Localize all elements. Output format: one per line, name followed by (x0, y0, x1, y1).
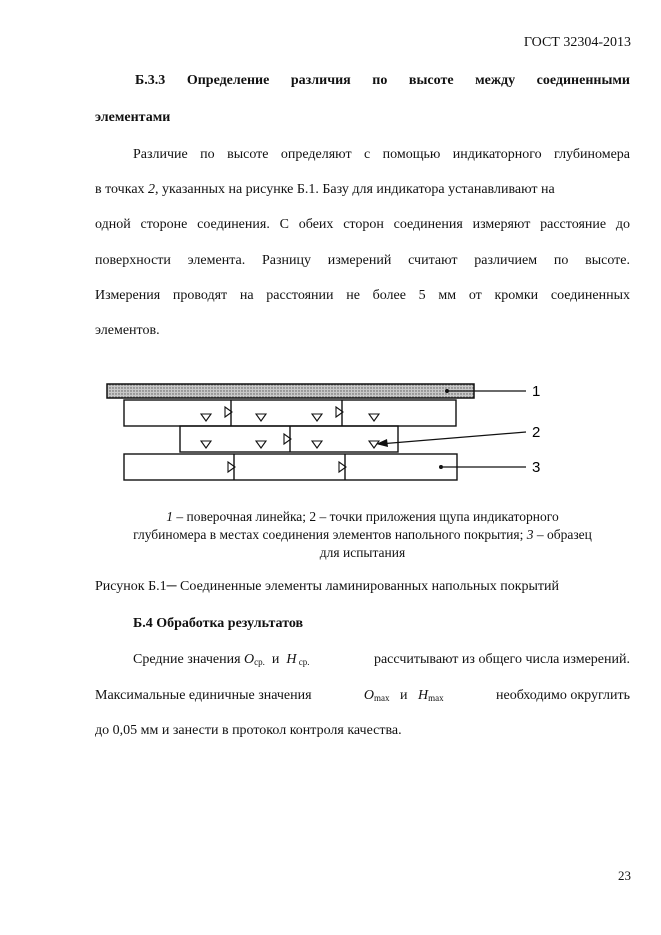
b4-line-2 (95, 688, 630, 704)
b4-line-1 (133, 652, 630, 668)
element-row-top (124, 400, 456, 426)
paragraph-text: , указанных на рисунке Б.1. Базу для индикатора устанавливают на (155, 182, 555, 197)
b4-line-1-content (133, 652, 310, 668)
label-3: 3 (532, 459, 541, 476)
point-ref-2: 2 (148, 182, 156, 197)
b4-text: Максимальные единичные значения (95, 688, 312, 703)
paragraph-line: поверхности элемента. Разницу измерений считают различием по высоте. (95, 253, 630, 268)
element-row-middle (180, 426, 398, 452)
b4-text: и (389, 688, 419, 703)
b4-text: Средние значения (133, 652, 245, 667)
subscript: max (428, 693, 444, 703)
label-2: 2 (532, 424, 541, 441)
paragraph-text: в точках (95, 182, 149, 197)
section-b33-title-line1: Б.3.3 Определение различия по высоте между соединенными (135, 73, 630, 88)
caption-num-3: 3 (526, 527, 534, 542)
label-1: 1 (532, 383, 541, 400)
symbol-O: O (363, 688, 375, 703)
verification-ruler (107, 384, 474, 398)
caption-text: – поверочная линейка; 2 – точки приложения щупа индикаторного (173, 509, 559, 524)
caption-line-3: для испытания (319, 545, 406, 560)
paragraph-line: Измерения проводят на расстоянии не более 5 мм от кромки соединенных (95, 288, 630, 303)
b4-text: рассчитывают из общего числа измерений. (373, 652, 630, 667)
caption-text: – образец (533, 527, 592, 542)
caption-line-2 (95, 526, 630, 544)
b4-line-3: до 0,05 мм и занести в протокол контроля качества. (95, 723, 402, 738)
leader-line-2 (379, 432, 526, 444)
caption-text: глубиномера в местах соединения элементов напольного покрытия; (133, 527, 527, 542)
test-sample (124, 454, 457, 480)
subscript: max (374, 693, 390, 703)
section-b33-title-line2: элементами (95, 110, 171, 125)
figure-title: Рисунок Б.1─ Соединенные элементы ламинированных напольных покрытий (95, 579, 560, 594)
symbol-H: H (418, 688, 429, 703)
caption-num-1: 1 (166, 509, 174, 524)
standard-header: ГОСТ 32304-2013 (523, 35, 631, 50)
paragraph-line: элементов. (95, 323, 160, 338)
paragraph-line: Различие по высоте определяют с помощью индикаторного глубиномера (133, 147, 630, 162)
subscript: ср. (254, 657, 265, 667)
figure-caption (95, 508, 630, 562)
symbol-O: O (244, 652, 255, 667)
b4-text: и (264, 652, 287, 667)
page-number: 23 (618, 868, 631, 883)
caption-line-1 (95, 508, 630, 526)
probe-points-side (225, 407, 346, 472)
symbol-H: H (286, 652, 297, 667)
ruler-dot (445, 389, 449, 393)
subscript: ср. (296, 657, 310, 667)
sample-dot (439, 465, 443, 469)
figure-diagram (100, 375, 560, 490)
b4-text: необходимо округлить (496, 688, 630, 703)
b4-symbols (364, 688, 444, 704)
paragraph-line: одной стороне соединения. С обеих сторон соединения измеряют расстояние до (95, 217, 630, 232)
section-b4-title: Б.4 Обработка результатов (133, 616, 304, 631)
paragraph-line (95, 182, 630, 198)
